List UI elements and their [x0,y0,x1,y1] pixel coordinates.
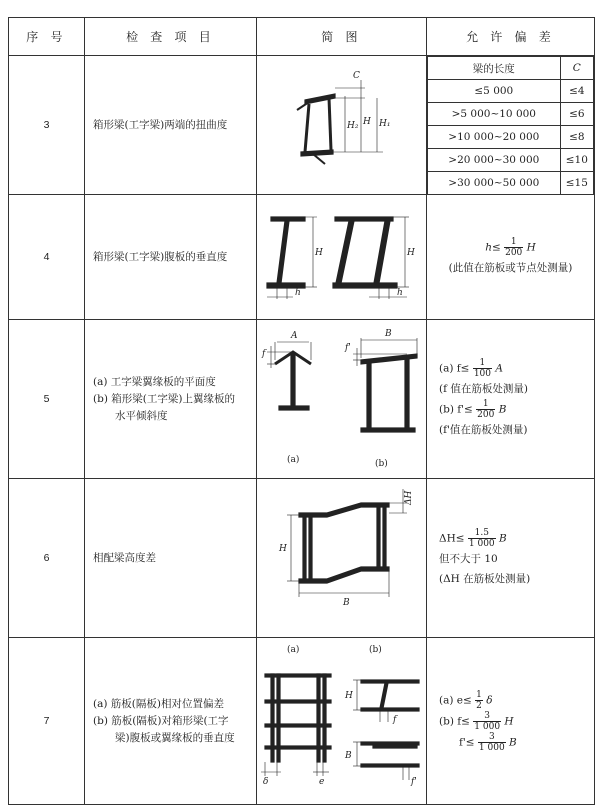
tolerance-note: 但不大于 10 [439,552,498,565]
tolerance-note: (ΔH 在筋板处测量) [439,572,531,585]
caption-b: (b) [369,645,382,655]
figure-twist [257,56,427,195]
label-small-h: h [397,288,403,298]
label-f-prime: f' [345,343,351,353]
item-b-cont: 梁)腹板或翼缘板的垂直度 [115,731,235,744]
numerator: 1 [476,689,482,700]
height-diff-diagram [257,479,427,637]
label-b: B [385,329,392,339]
fraction [475,690,483,711]
subtable-row [428,80,594,103]
flange-diagram [257,320,427,478]
fraction [478,732,506,753]
row-7 [9,638,595,805]
denominator: 200 [477,410,495,420]
tolerance-note: (f 值在筋板处测量) [439,383,528,395]
formula-rhs: B [509,736,517,748]
sub-c: ≤6 [560,103,593,126]
tolerance-cell [427,195,595,320]
formula-lhs: h≤ [485,241,501,253]
row-5 [9,320,595,479]
header-figure: 简 图 [257,18,427,56]
label-delta-h: ΔH [404,490,414,505]
fraction [504,237,523,258]
denominator: 1 000 [478,742,505,753]
header-no: 序 号 [9,18,85,56]
formula-rhs: H [526,241,536,253]
figure-stiffener [257,638,427,805]
header-item: 检 查 项 目 [85,18,257,56]
stiffener-diagram [257,638,427,804]
formula-lhs: (b) f≤ [439,715,470,727]
item-a: (a) 工字梁翼缘板的平面度 [93,375,216,388]
row-number: 6 [9,479,85,638]
formula-lhs: ΔH≤ [439,532,465,544]
tolerance-cell [427,638,595,805]
fraction [473,711,501,732]
tolerance-formula-c [439,732,594,753]
twist-subtable [427,56,594,194]
item-b-cont: 水平倾斜度 [115,409,168,422]
tolerance-formula-a [439,358,594,379]
row-6 [9,479,595,638]
row-3 [9,56,595,195]
label-small-h: h [295,288,301,298]
numerator: 3 [478,732,506,743]
numerator: 1.5 [468,528,496,539]
sub-c: ≤15 [560,172,593,195]
inspection-table [8,17,595,805]
subtable-header [428,57,594,80]
denominator: 1 000 [468,538,495,549]
subtable-row [428,103,594,126]
caption-a: (a) [287,455,300,465]
figure-web-vertical [257,195,427,320]
label-a: A [291,331,298,341]
check-item [85,638,257,805]
tolerance-formula-b [439,711,594,732]
fraction [473,358,492,379]
label-h: H [315,248,323,258]
web-vertical-diagram [257,195,427,319]
label-h1: H₁ [379,119,391,129]
tolerance-cell [427,320,595,479]
formula-rhs: B [499,532,507,544]
tolerance-formula [439,528,594,549]
sub-length: >5 000~10 000 [428,103,561,126]
numerator: 1 [476,399,495,410]
row-number: 5 [9,320,85,479]
item-b: (b) 箱形梁(工字梁)上翼缘板的 [93,392,235,405]
sub-c: ≤8 [560,126,593,149]
label-delta: δ [263,777,269,787]
label-h: H [407,248,415,258]
numerator: 1 [473,358,492,369]
sub-c: ≤10 [560,149,593,172]
figure-height-diff [257,479,427,638]
check-item: 箱形梁(工字梁)腹板的垂直度 [85,195,257,320]
twist-diagram [257,58,427,192]
sub-header-c: C [560,57,593,80]
item-b: (b) 筋板(隔板)对箱形梁(工字 [93,714,229,727]
label-h: H [363,117,371,127]
caption-a: (a) [287,645,300,655]
row-number: 4 [9,195,85,320]
label-h: H [279,544,287,554]
subtable-row [428,172,594,195]
sub-length: >20 000~30 000 [428,149,561,172]
sub-length: >10 000~20 000 [428,126,561,149]
sub-c: ≤4 [560,80,593,103]
denominator: 1 000 [474,721,501,732]
header-row [9,18,595,56]
tolerance-cell [427,479,595,638]
check-item: 箱形梁(工字梁)两端的扭曲度 [85,56,257,195]
formula-lhs: (a) e≤ [439,694,472,706]
numerator: 1 [504,237,523,248]
item-a: (a) 筋板(隔板)相对位置偏差 [93,697,224,710]
tolerance-cell [427,56,595,195]
label-f: f [393,715,397,725]
check-item [85,320,257,479]
caption-b: (b) [375,459,388,469]
subtable-row [428,126,594,149]
row-number: 7 [9,638,85,805]
subtable-row [428,149,594,172]
check-item: 相配梁高度差 [85,479,257,638]
label-b: B [343,598,350,608]
formula-lhs: (b) f'≤ [439,403,473,416]
formula-lhs: f'≤ [459,736,475,748]
figure-flange [257,320,427,479]
sub-length: >30 000~50 000 [428,172,561,195]
denominator: 100 [473,369,492,379]
formula-rhs: A [495,362,503,375]
formula-lhs: (a) f≤ [439,362,470,375]
tolerance-note: (f'值在筋板处测量) [439,424,528,436]
label-e: e [319,777,325,787]
row-4 [9,195,595,320]
tolerance-note: (此值在筋板或节点处测量) [448,261,573,274]
formula-rhs: δ [486,694,493,706]
label-f-prime: f' [411,777,417,787]
denominator: 2 [476,700,482,711]
fraction [476,399,495,420]
formula-rhs: H [504,715,514,727]
row-number: 3 [9,56,85,195]
tolerance-formula [427,237,594,258]
label-f: f [262,349,266,359]
formula-rhs: B [498,403,507,416]
sub-header-length: 梁的长度 [428,57,561,80]
fraction [468,528,496,549]
label-h2: H₂ [347,121,359,131]
tolerance-formula-b [439,399,594,420]
sub-length: ≤5 000 [428,80,561,103]
numerator: 3 [473,711,501,722]
label-b: B [345,751,352,761]
denominator: 200 [505,247,523,258]
header-tolerance: 允 许 偏 差 [427,18,595,56]
label-h: H [345,691,353,701]
label-c: C [353,71,360,81]
tolerance-formula-a [439,690,594,711]
